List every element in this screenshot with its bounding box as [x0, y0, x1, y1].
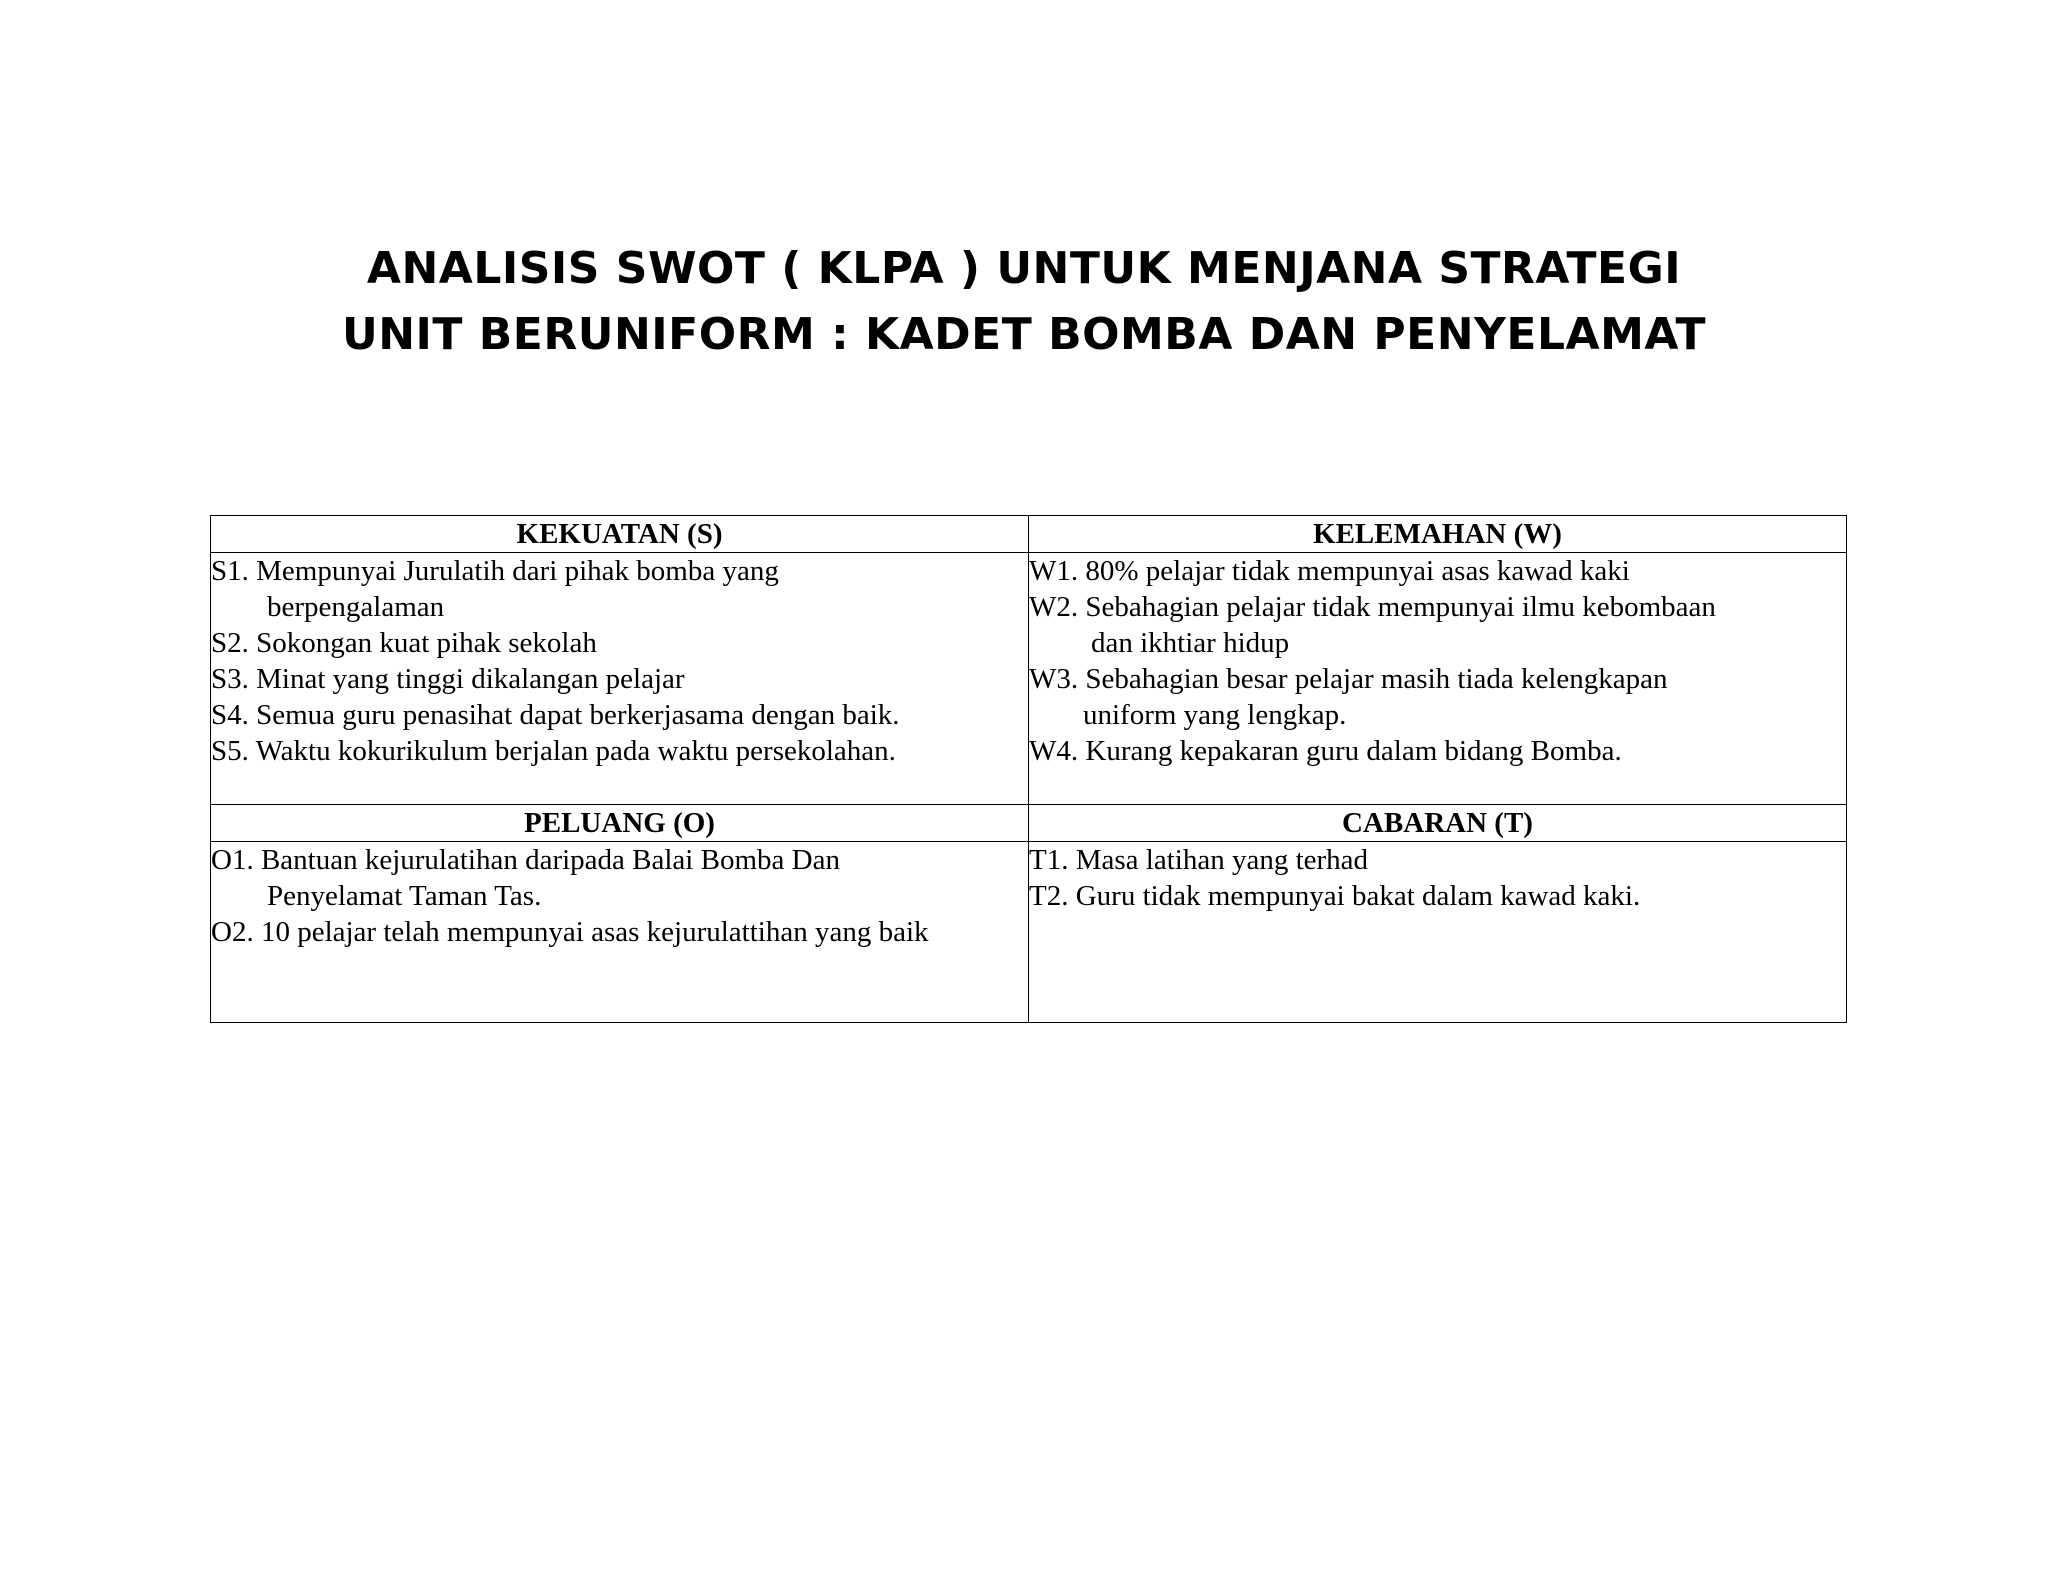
threat-item: T1. Masa latihan yang terhad: [1029, 844, 1369, 876]
weakness-item-continuation: uniform yang lengkap.: [1083, 699, 1347, 731]
swot-table: [210, 515, 1847, 1023]
title-line-2: UNIT BERUNIFORM : KADET BOMBA DAN PENYELAMAT: [342, 309, 1706, 360]
strength-item: S1. Mempunyai Jurulatih dari pihak bomba yang: [211, 555, 779, 587]
strength-item: S2. Sokongan kuat pihak sekolah: [211, 627, 597, 659]
weakness-item: W2. Sebahagian pelajar tidak mempunyai ilmu kebombaan: [1029, 591, 1716, 623]
swot-header-row-top: [211, 516, 1847, 553]
threat-item: T2. Guru tidak mempunyai bakat dalam kawad kaki.: [1029, 880, 1641, 912]
weaknesses-cell: [1029, 553, 1847, 805]
opportunity-item: O2. 10 pelajar telah mempunyai asas kejurulattihan yang baik: [211, 916, 929, 948]
threats-cell: [1029, 842, 1847, 1023]
opportunity-item: O1. Bantuan kejurulatihan daripada Balai Bomba Dan: [211, 844, 840, 876]
strengths-header: KEKUATAN (S): [211, 516, 1029, 553]
strength-item: S4. Semua guru penasihat dapat berkerjasama dengan baik.: [211, 699, 900, 731]
weakness-item: W3. Sebahagian besar pelajar masih tiada kelengkapan: [1029, 663, 1668, 695]
threats-header: CABARAN (T): [1029, 805, 1847, 842]
opportunities-header: PELUANG (O): [211, 805, 1029, 842]
weakness-item: W4. Kurang kepakaran guru dalam bidang Bomba.: [1029, 735, 1622, 767]
strength-item-continuation: berpengalaman: [267, 591, 445, 623]
document-title: [0, 236, 2048, 368]
weaknesses-header: KELEMAHAN (W): [1029, 516, 1847, 553]
weakness-item-continuation: dan ikhtiar hidup: [1091, 627, 1290, 659]
swot-header-row-bottom: [211, 805, 1847, 842]
weakness-item: W1. 80% pelajar tidak mempunyai asas kawad kaki: [1029, 555, 1630, 587]
strengths-cell: [211, 553, 1029, 805]
swot-body-row-top: [211, 553, 1847, 805]
strength-item: S5. Waktu kokurikulum berjalan pada waktu persekolahan.: [211, 735, 896, 767]
strength-item: S3. Minat yang tinggi dikalangan pelajar: [211, 663, 685, 695]
swot-body-row-bottom: [211, 842, 1847, 1023]
opportunities-cell: [211, 842, 1029, 1023]
opportunity-item-continuation: Penyelamat Taman Tas.: [267, 880, 542, 912]
title-line-1: ANALISIS SWOT ( KLPA ) UNTUK MENJANA STRATEGI: [366, 243, 1682, 294]
